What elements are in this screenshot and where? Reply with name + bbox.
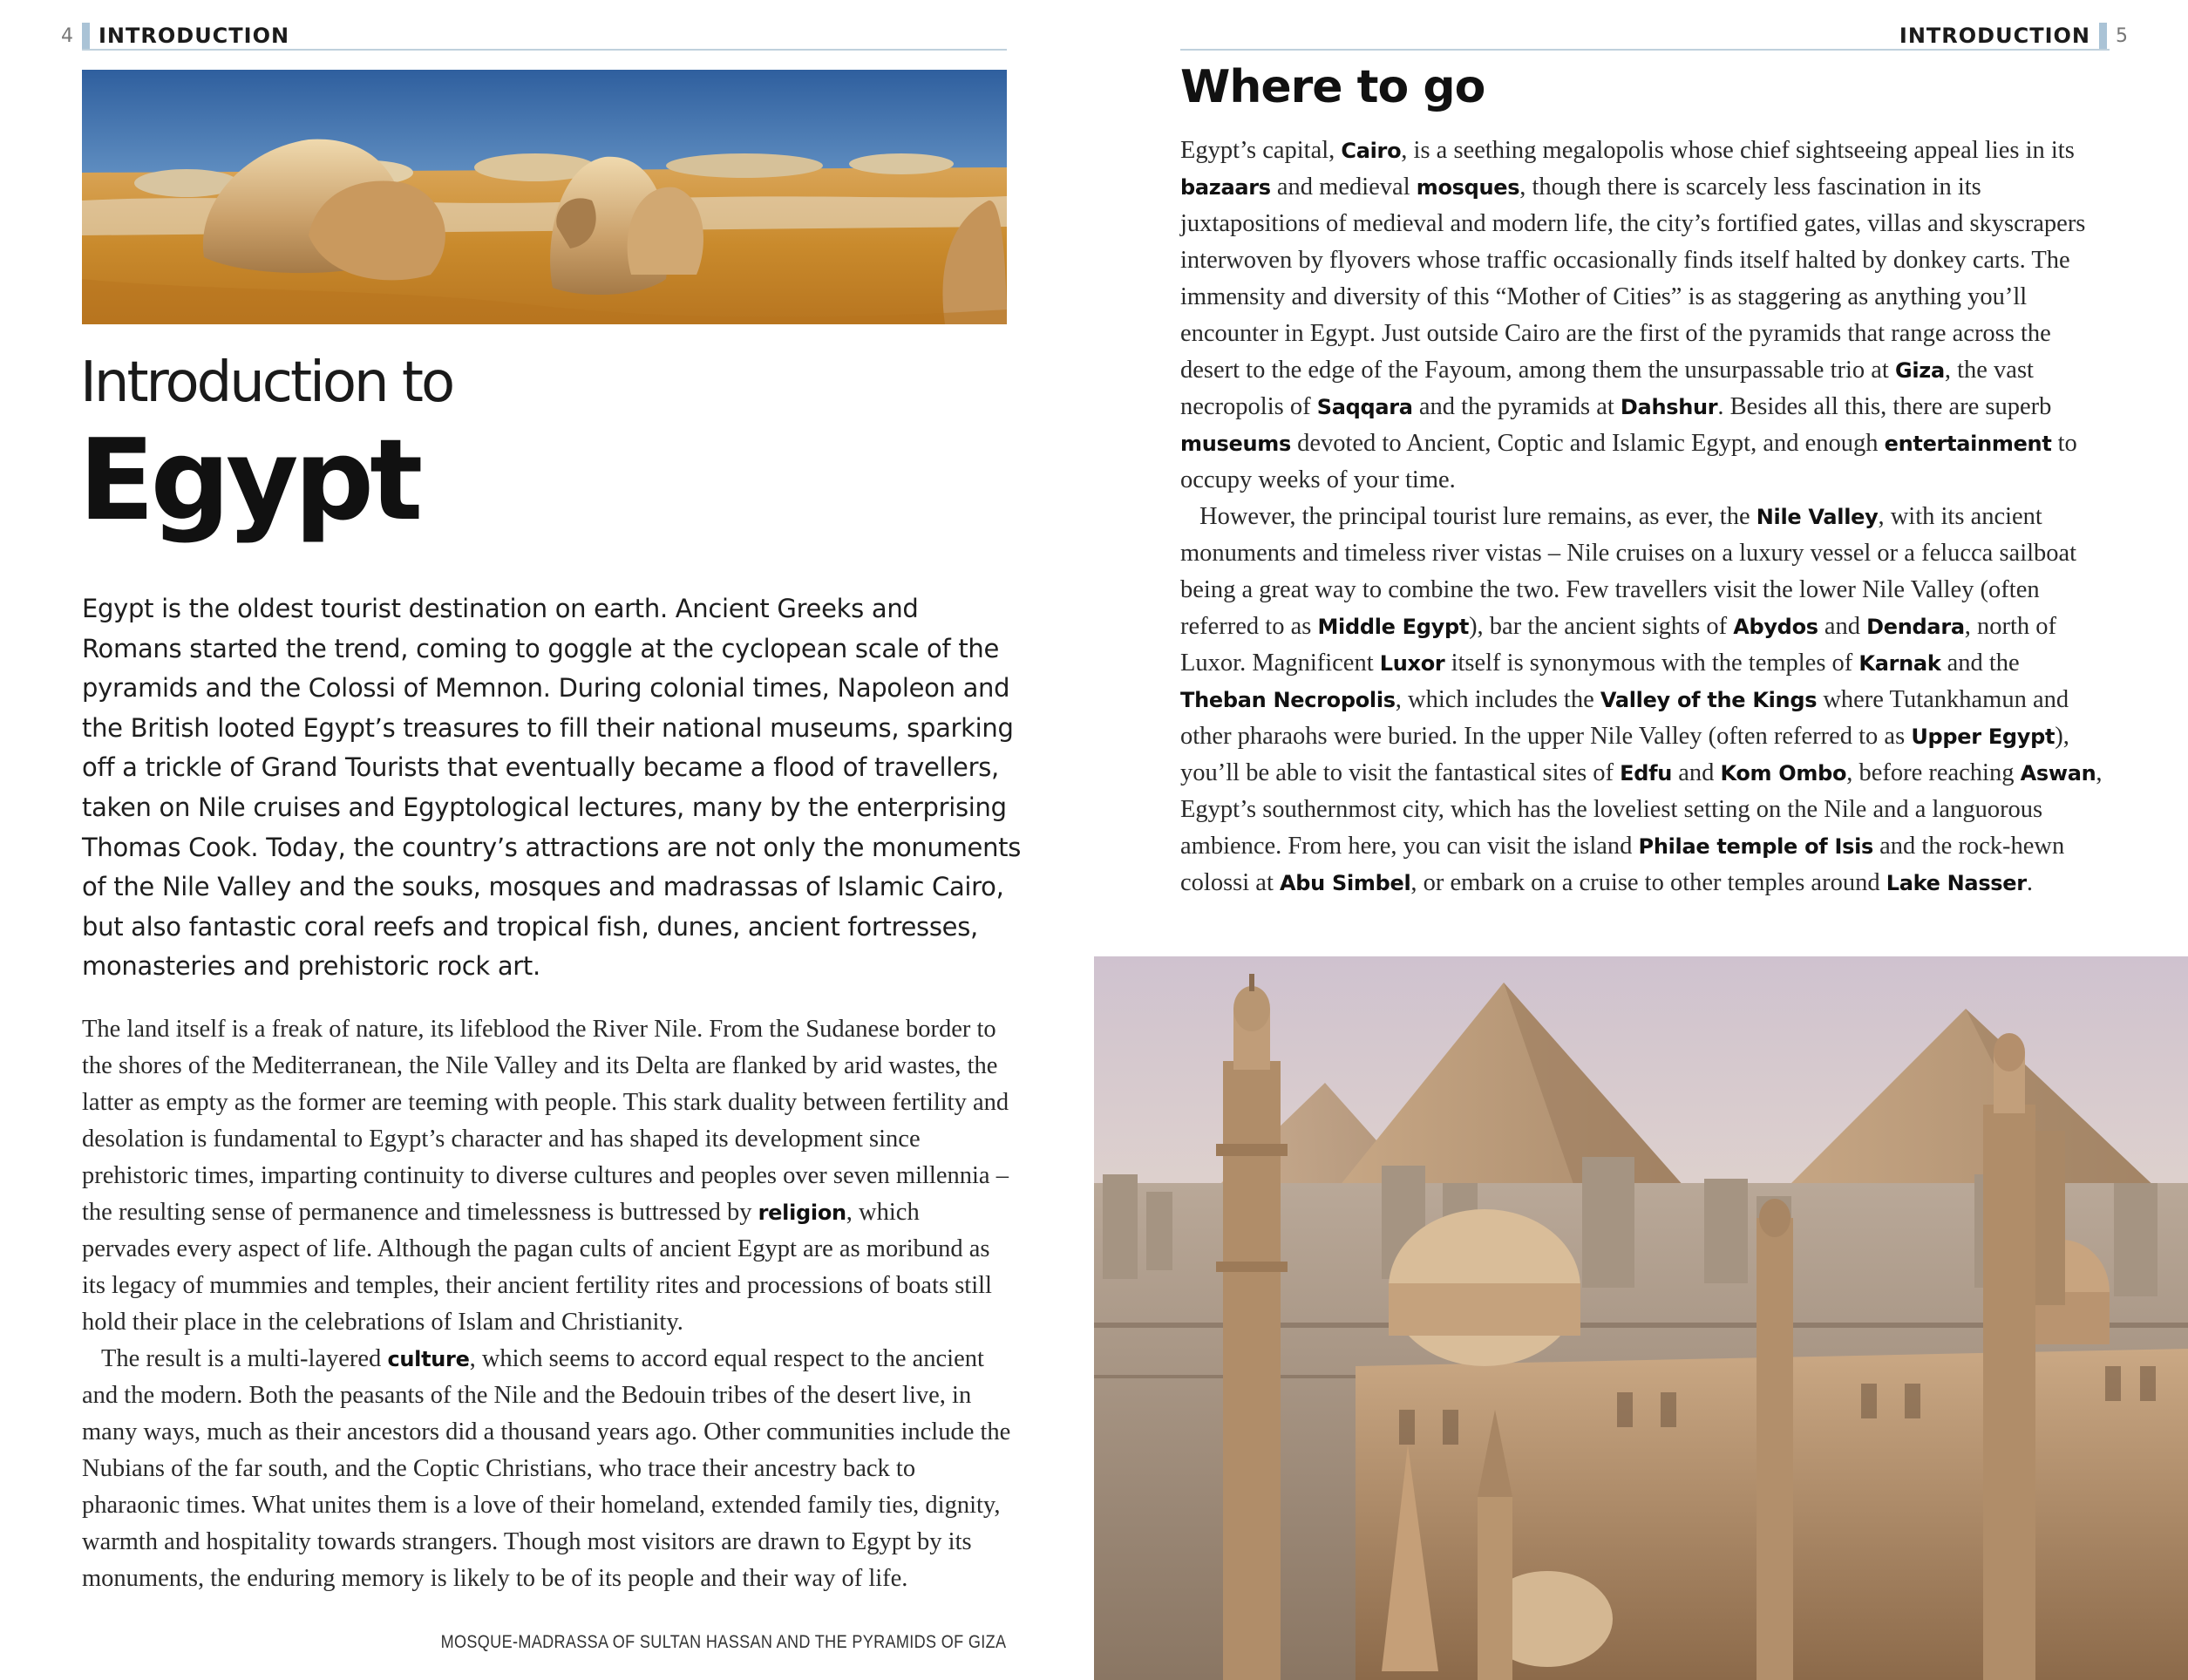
- lead-paragraph: Egypt is the oldest tourist destination on earth. Ancient Greeks and Romans started the trend, coming to goggle at the cyclopean scale of the pyramids and the Colossi of Memnon. During colonial times, Napoleon and the British looted Egypt’s treasures to fill their national museums, sparking off a trickle of Grand Tourists that eventually became a flood of travellers, taken on Nile cruises and Egyptological lectures, many by the enterprising Thomas Cook. Today, the country’s attractions are not only the monuments of the Nile Valley and the souks, mosques and madrassas of Islamic Cairo, but also fantastic coral reefs and tropical fish, dunes, ancient fortresses, monasteries and prehistoric rock art.: [82, 594, 1022, 982]
- keyword-nile-valley: Nile Valley: [1756, 505, 1879, 529]
- running-head-label: INTRODUCTION: [99, 24, 290, 48]
- running-header-left: [61, 21, 289, 51]
- keyword-kom-ombo: Kom Ombo: [1720, 761, 1847, 786]
- page-number: 5: [2116, 24, 2128, 47]
- keyword-middle-egypt: Middle Egypt: [1317, 615, 1470, 639]
- keyword-philae-temple-of-isis: Philae temple of Isis: [1638, 834, 1873, 859]
- keyword-edfu: Edfu: [1620, 761, 1673, 786]
- running-header-right: [1899, 21, 2128, 51]
- keyword-theban-necropolis: Theban Necropolis: [1180, 688, 1396, 712]
- right-page: [1094, 0, 2188, 1680]
- keyword-valley-of-the-kings: Valley of the Kings: [1600, 688, 1818, 712]
- keyword-dendara: Dendara: [1866, 615, 1965, 639]
- header-accent-bar: [2099, 23, 2107, 49]
- header-rule: [82, 49, 1007, 51]
- keyword-culture: culture: [387, 1347, 470, 1371]
- keyword-giza: Giza: [1894, 358, 1945, 383]
- body-paragraph-1: Egypt’s capital, Cairo, is a seething megalopolis whose chief sightseeing appeal lies in its bazaars and medieval mosques, though there is scarcely less fascination in its juxtapositions of medieval and modern life, the city’s fortified gates, villas and skyscrapers interwoven by flyovers whose traffic occasionally finds itself halted by donkey carts. The immensity and diversity of this “Mother of Cities” is as staggering as anything you’ll encounter in Egypt. Just outside Cairo are the first of the pyramids that range across the desert to the edge of the Fayoum, among them the unsurpassable trio at Giza, the vast necropolis of Saqqara and the pyramids at Dahshur. Besides all this, there are superb museums devoted to Ancient, Coptic and Islamic Egypt, and enough entertainment to occupy weeks of your time.: [1180, 137, 2086, 493]
- right-body-text: [1180, 133, 2110, 901]
- keyword-religion: religion: [758, 1200, 846, 1225]
- keyword-cairo: Cairo: [1341, 139, 1402, 163]
- keyword-karnak: Karnak: [1858, 651, 1941, 676]
- keyword-saqqara: Saqqara: [1316, 395, 1413, 419]
- keyword-upper-egypt: Upper Egypt: [1911, 724, 2055, 749]
- title-kicker: Introduction to: [80, 350, 453, 415]
- keyword-museums: museums: [1180, 432, 1291, 456]
- keyword-abu-simbel: Abu Simbel: [1280, 871, 1411, 895]
- section-title: Where to go: [1180, 61, 1485, 113]
- keyword-lake-nasser: Lake Nasser: [1886, 871, 2027, 895]
- keyword-abydos: Abydos: [1733, 615, 1818, 639]
- white-desert-photo: [82, 70, 1007, 324]
- header-accent-bar: [82, 23, 90, 49]
- page-title: Egypt: [78, 416, 419, 546]
- body-paragraph-2: The result is a multi-layered culture, which seems to accord equal respect to the ancient and the modern. Both the peasants of the Nile and the Bedouin tribes of the desert live, in many ways, much as their ancestors did a thousand years ago. Other communities include the Nubians of the far south, and the Coptic Christians, who trace their ancestry back to pharaonic times. What unites them is a love of their homeland, extended family ties, dignity, warmth and hospitality towards strangers. Though most visitors are drawn to Egypt by its monuments, the enduring memory is likely to be of its people and their way of life.: [82, 1345, 1011, 1592]
- keyword-luxor: Luxor: [1379, 651, 1445, 676]
- keyword-entertainment: entertainment: [1884, 432, 2052, 456]
- keyword-dahshur: Dahshur: [1620, 395, 1718, 419]
- running-head-label: INTRODUCTION: [1899, 24, 2090, 48]
- cairo-pyramids-photo: [1094, 956, 2188, 1680]
- left-body-text: [82, 1011, 1013, 1597]
- keyword-mosques: mosques: [1416, 175, 1520, 200]
- keyword-bazaars: bazaars: [1180, 175, 1271, 200]
- photo-caption: MOSQUE-MADRASSA OF SULTAN HASSAN AND THE PYRAMIDS OF GIZA: [440, 1632, 1006, 1652]
- body-paragraph-1: The land itself is a freak of nature, its lifeblood the River Nile. From the Sudanese border to the shores of the Mediterranean, the Nile Valley and its Delta are flanked by arid wastes, the latter as empty as the former are teeming with people. This stark duality between fertility and desolation is fundamental to Egypt’s character and has shaped its development since prehistoric times, imparting continuity to diverse cultures and peoples over seven millennia – the resulting sense of permanence and timelessness is buttressed by religion, which pervades every aspect of life. Although the pagan cults of ancient Egypt are as moribund as its legacy of mummies and temples, their ancient fertility rites and processions of boats still hold their place in the celebrations of Islam and Christianity.: [82, 1016, 1009, 1336]
- keyword-aswan: Aswan: [2020, 761, 2096, 786]
- page-number: 4: [61, 24, 73, 47]
- body-paragraph-2: However, the principal tourist lure remains, as ever, the Nile Valley, with its ancient monuments and timeless river vistas – Nile cruises on a luxury vessel or a felucca sailboat being a great way to combine the two. Few travellers visit the lower Nile Valley (often referred to as Middle Egypt), bar the ancient sights of Abydos and Dendara, north of Luxor. Magnificent Luxor itself is synonymous with the temples of Karnak and the Theban Necropolis, which includes the Valley of the Kings where Tutankhamun and other pharaohs were buried. In the upper Nile Valley (often referred to as Upper Egypt), you’ll be able to visit the fantastical sites of Edfu and Kom Ombo, before reaching Aswan, Egypt’s southernmost city, which has the loveliest setting on the Nile and a languorous ambience. From here, you can visit the island Philae temple of Isis and the rock-hewn colossi at Abu Simbel, or embark on a cruise to other temples around Lake Nasser.: [1180, 503, 2103, 896]
